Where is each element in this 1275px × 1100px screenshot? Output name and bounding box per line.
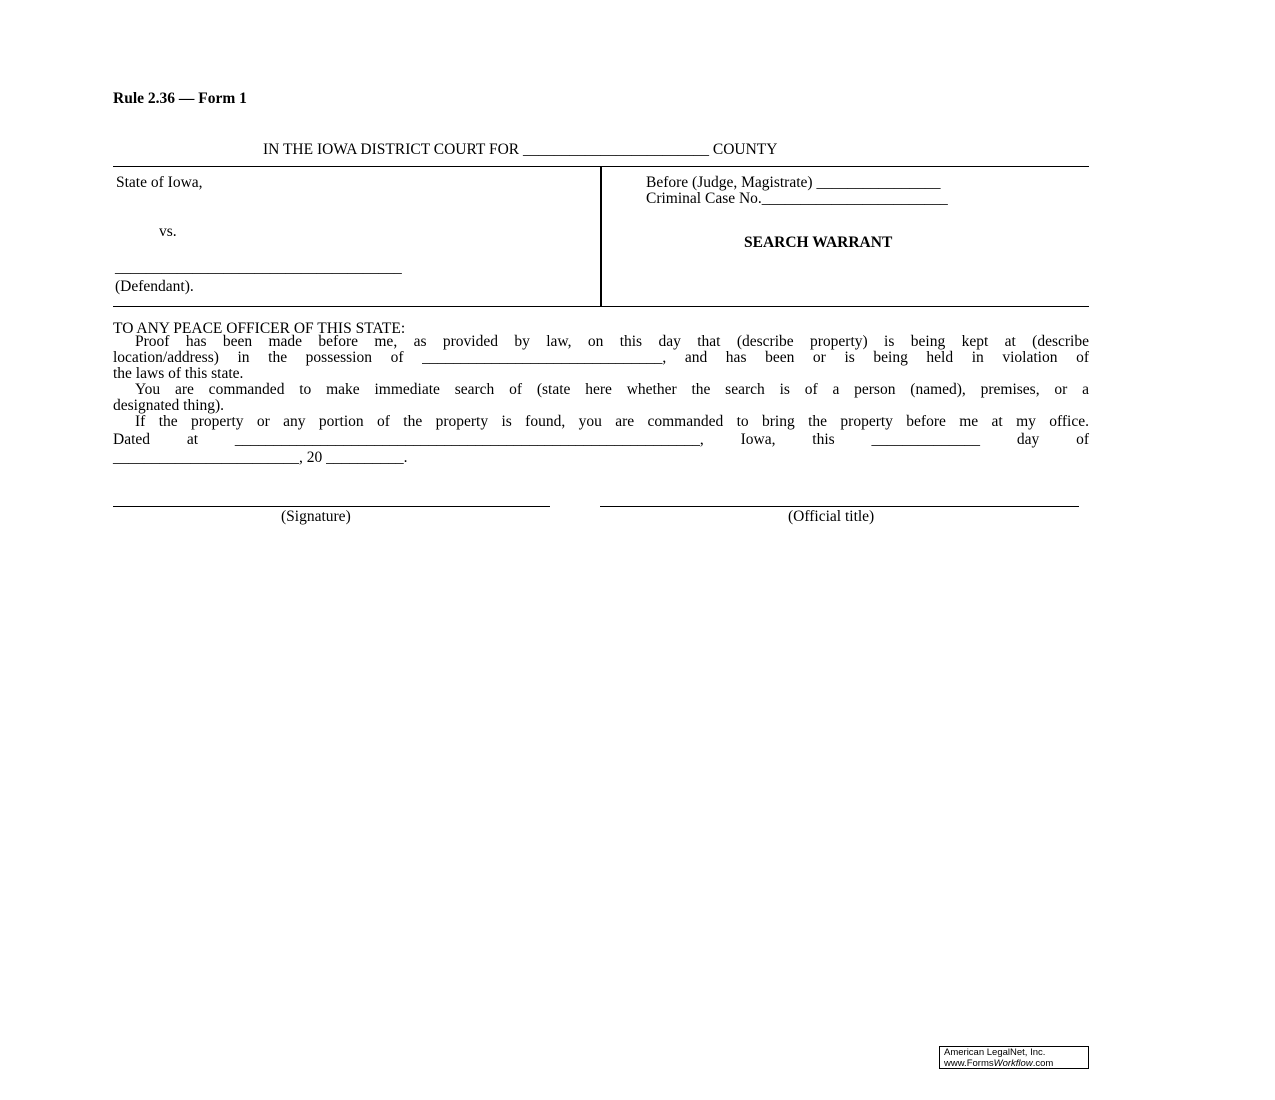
property-paragraph: If the property or any portion of the property is found, you are commanded to bring the property before me at my office. — [135, 413, 1089, 430]
publisher-badge — [939, 1046, 1089, 1069]
defendant-label: (Defendant). — [115, 278, 194, 295]
proof-paragraph-line-3: the laws of this state. — [113, 365, 244, 382]
publisher-site: www.FormsWorkflow.com — [944, 1057, 1054, 1069]
caption-bottom-rule — [113, 306, 1089, 307]
official-title-label: (Official title) — [788, 508, 875, 525]
dated-line-1[interactable]: Dated at ____________________________________________________________, Iowa, this ______________ day of — [113, 431, 1089, 448]
rule-heading: Rule 2.36 — Form 1 — [113, 90, 247, 107]
caption-divider — [600, 166, 602, 306]
dated-line-2[interactable]: ________________________, 20 __________. — [113, 449, 408, 466]
proof-paragraph-line-2[interactable]: location/address) in the possession of _______________________________, and has been or is being held in violation of — [113, 349, 1089, 366]
publisher-name: American LegalNet, Inc. — [944, 1047, 1046, 1058]
versus-text: vs. — [159, 223, 177, 240]
court-heading: IN THE IOWA DISTRICT COURT FOR ________________________ COUNTY — [263, 141, 778, 158]
plaintiff-name: State of Iowa, — [116, 174, 203, 191]
case-number-line[interactable]: Criminal Case No.________________________ — [646, 190, 948, 207]
official-title-line[interactable] — [600, 506, 1079, 507]
salutation: TO ANY PEACE OFFICER OF THIS STATE: — [113, 320, 406, 337]
defendant-blank[interactable]: _____________________________________ — [115, 259, 402, 276]
command-paragraph-line-2: designated thing). — [113, 397, 225, 414]
signature-line[interactable] — [113, 506, 550, 507]
signature-label: (Signature) — [281, 508, 351, 525]
judge-line[interactable]: Before (Judge, Magistrate) ________________ — [646, 174, 941, 191]
proof-paragraph-line-1: Proof has been made before me, as provided by law, on this day that (describe property) is being kept at (describe — [135, 333, 1089, 350]
form-title: SEARCH WARRANT — [744, 234, 893, 251]
command-paragraph-line-1: You are commanded to make immediate search of (state here whether the search is of a person (named), premises, or a — [135, 381, 1089, 398]
